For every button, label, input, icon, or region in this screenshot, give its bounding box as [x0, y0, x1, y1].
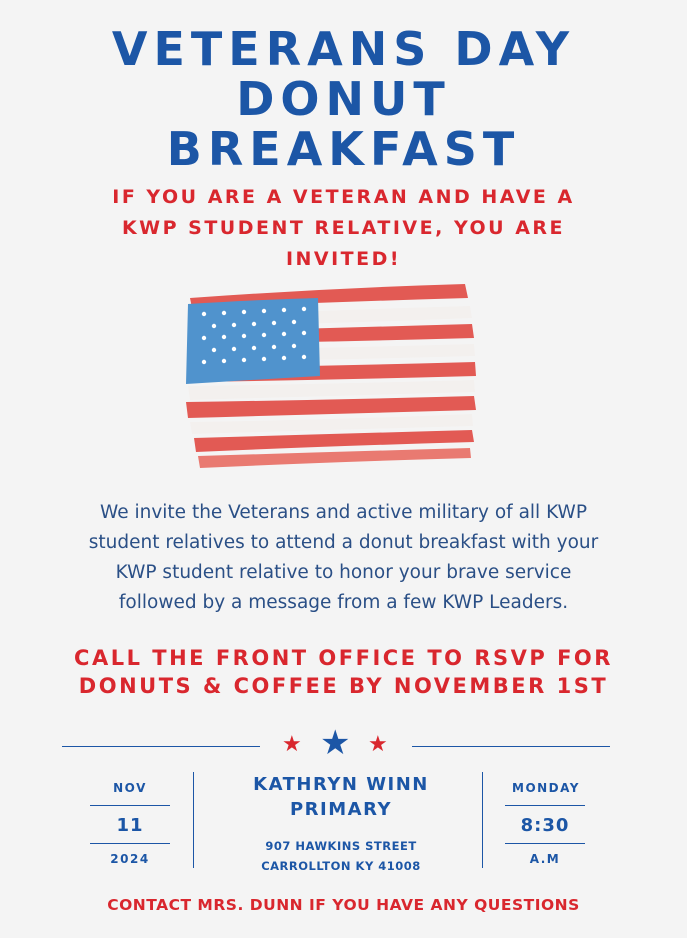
star-icon: ★ — [368, 732, 388, 757]
address-city: CARROLLTON KY 41008 — [261, 859, 421, 873]
subtitle-line-3: INVITED! — [285, 248, 402, 270]
rsvp-notice — [20, 644, 667, 700]
column-divider-right — [482, 772, 483, 868]
date-rule-bottom — [90, 843, 170, 844]
event-day: 11 — [116, 815, 144, 836]
school-name-line-1: KATHRYN WINN — [253, 774, 429, 795]
event-period: A.M — [529, 852, 561, 866]
invitation-line-3: KWP student relative to honor your brave service — [115, 562, 572, 583]
star-icon: ★ — [320, 723, 351, 763]
event-month: NOV — [113, 781, 147, 795]
date-rule-top — [90, 805, 170, 806]
invitation-line-4: followed by a message from a few KWP Leaders. — [118, 592, 569, 613]
contact-notice: CONTACT MRS. DUNN IF YOU HAVE ANY QUESTIONS — [107, 896, 580, 914]
school-address — [200, 836, 482, 876]
title-line-3: BREAKFAST — [166, 122, 521, 176]
column-divider-left — [193, 772, 194, 868]
title-line-1: VETERANS DAY — [111, 22, 576, 76]
divider-left — [62, 746, 260, 747]
event-time: 8:30 — [520, 815, 570, 836]
event-year: 2024 — [110, 852, 150, 866]
event-weekday: MONDAY — [512, 781, 580, 795]
school-name-line-2: PRIMARY — [289, 799, 392, 820]
invitation-line-1: We invite the Veterans and active military of all KWP — [100, 502, 587, 523]
american-flag-image — [180, 280, 480, 470]
rsvp-line-2: DONUTS & COFFEE BY NOVEMBER 1ST — [78, 674, 609, 698]
invitation-text — [40, 498, 647, 618]
school-name — [200, 772, 482, 822]
time-rule-bottom — [505, 843, 585, 844]
rsvp-line-1: CALL THE FRONT OFFICE TO RSVP FOR — [74, 646, 613, 670]
time-rule-top — [505, 805, 585, 806]
address-street: 907 HAWKINS STREET — [265, 839, 417, 853]
title-line-2: DONUT — [236, 72, 451, 126]
invitation-line-2: student relatives to attend a donut breakfast with your — [88, 532, 599, 553]
star-icon: ★ — [282, 732, 302, 757]
divider-right — [412, 746, 610, 747]
subtitle-line-1: IF YOU ARE A VETERAN AND HAVE A — [112, 186, 575, 208]
subtitle-line-2: KWP STUDENT RELATIVE, YOU ARE — [121, 217, 566, 239]
